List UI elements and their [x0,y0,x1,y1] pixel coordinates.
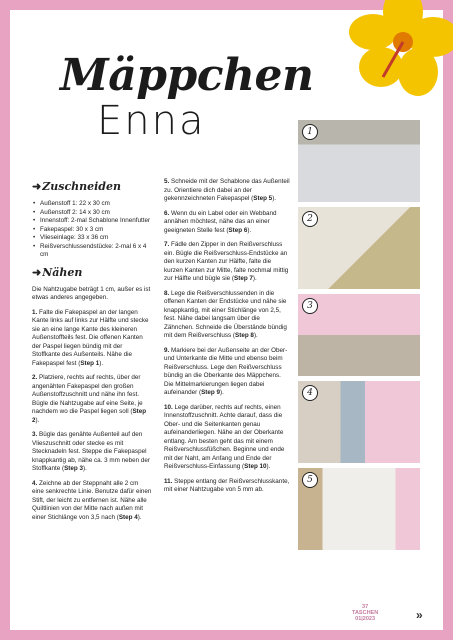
step-paragraph: 9. Markiere bei der Außenseite an der Ober- und Unterkante die Mitte und ebenso beim Reißverschluss. Lege den Reißverschluss bündig an die Oberkante des Mäppchens. Die Mittelmarkierungen liegen dabei aufeinander (Step 9). [164,346,288,396]
magazine-name: TASCHEN [352,610,379,616]
step-paragraph: 8. Lege die Reißverschlussenden in die offenen Kanten der Endstücke und nähe sie knappkantig, mit einer Stichlänge von 2,5, fest. Nähe dabei langsam über die Zähnchen. Schneide die Überstände bündig mit dem Reißverschluss (Step 8). [164,289,287,339]
step-photo-1 [298,120,420,202]
page-title-line2: Enna [97,98,206,144]
next-page-arrow-icon[interactable]: » [416,608,423,622]
page-footer [352,604,378,622]
list-item: • Vlieseinlage: 33 x 36 cm [40,234,152,243]
material-list [32,200,152,260]
column-middle [164,178,290,501]
list-item: • Außenstoff 1: 22 x 30 cm [40,200,152,209]
step-paragraph: 1. Falte die Fakepaspel an der langen Kante links auf links zur Hälfte und stecke sie an eine lange Kante des kleineren Außenstoffteils fest. Die offenen Kanten der Paspel liegen bündig mit der Stoffkante des Außenteils. Nähe die Fakepaspel fest (Step 1). [32,308,149,367]
column-left [32,180,152,528]
step-paragraph: 4. Zeichne ab der Steppnaht alle 2 cm eine senkrechte Linie. Benutze dafür einen Stift, der leicht zu entfernen ist. Nähe alle Quiltlinien von der Mitte nach außen mit einer Stichlänge von 3,5 nach (Step 4). [32,479,152,521]
step-paragraph: 3. Bügle das genähte Außenteil auf den Vlieszuschnitt oder stecke es mit Stecknadeln fest. Steppe die Fakepaspel knappkantig ab, nähe ca. 3 mm neben der Stoffkante (Step 3). [32,431,150,472]
step-paragraph: 10. Lege darüber, rechts auf rechts, einen Innenstoffzuschnitt. Achte darauf, dass die Ober- und die Seitenkanten genau aufeinanderliegen. Nähe an der Oberkante entlang. Am besten geht das mit einem Reißverschlussfüßchen. Beginne und ende mit der Naht, am Anfang und Ende der Reißverschluss-Einfassung (Step 10). [164,403,285,470]
step-photo-2 [298,207,420,289]
step-paragraph: 2. Platziere, rechts auf rechts, über der angenähten Fakepaspel den großen Außenstoffzuschnitt und nähe ihn fest. Bügle die Nahtzugabe auf eine Seite, je nachdem wo die Paspel liegen soll (Step 2). [32,374,147,424]
list-item: • Außenstoff 2: 14 x 30 cm [40,209,152,218]
intro-text: Die Nahtzugabe beträgt 1 cm, außer es ist etwas anderes angegeben. [32,285,151,301]
step-number: 5 [302,472,318,488]
step-paragraph: 5. Schneide mit der Schablone das Außenteil zu. Orientiere dich dabei an der gekennzeichneten Fakepaspel (Step 5). [164,178,290,202]
step-paragraph: 6. Wenn du ein Label oder ein Webband annähen möchtest, nähe das an einer geeigneten Stelle fest (Step 6). [164,209,277,234]
step-number: 2 [302,211,318,227]
step-photo-3 [298,294,420,376]
step-number: 3 [302,298,318,314]
step-number: 1 [302,124,318,140]
hibiscus-flower-icon [343,0,453,102]
step-photo-4 [298,381,420,463]
step-number: 4 [302,385,318,401]
list-item: • Reißverschlussendstücke: 2-mal 6 x 4 cm [40,243,152,260]
section-heading-zuschneiden: ➜Zuschneiden [32,180,121,193]
issue-number: 01|2023 [355,616,376,622]
step-paragraph: 7. Fädle den Zipper in den Reißverschluss ein. Bügle die Reißverschluss-Endstücke an den kurzen Kanten zur Hälfte, falte die kurzen Kanten zur Mitte, falte nochmal mittig zur Hälfte und bügle sie (Step 7). [164,241,289,282]
section-heading-naehen: ➜Nähen [32,265,83,279]
step-photos [298,120,420,555]
page-number: 37 [362,604,369,610]
page-title-line1: Mäppchen [60,50,314,101]
list-item: • Innenstoff: 2-mal Schablone Innenfutter [40,217,152,226]
step-photo-5 [298,468,420,550]
step-paragraph: 11. Steppe entlang der Reißverschlusskante, mit einer Nahtzugabe von 5 mm ab. [164,477,290,493]
list-item: • Fakepaspel: 30 x 3 cm [40,226,152,235]
